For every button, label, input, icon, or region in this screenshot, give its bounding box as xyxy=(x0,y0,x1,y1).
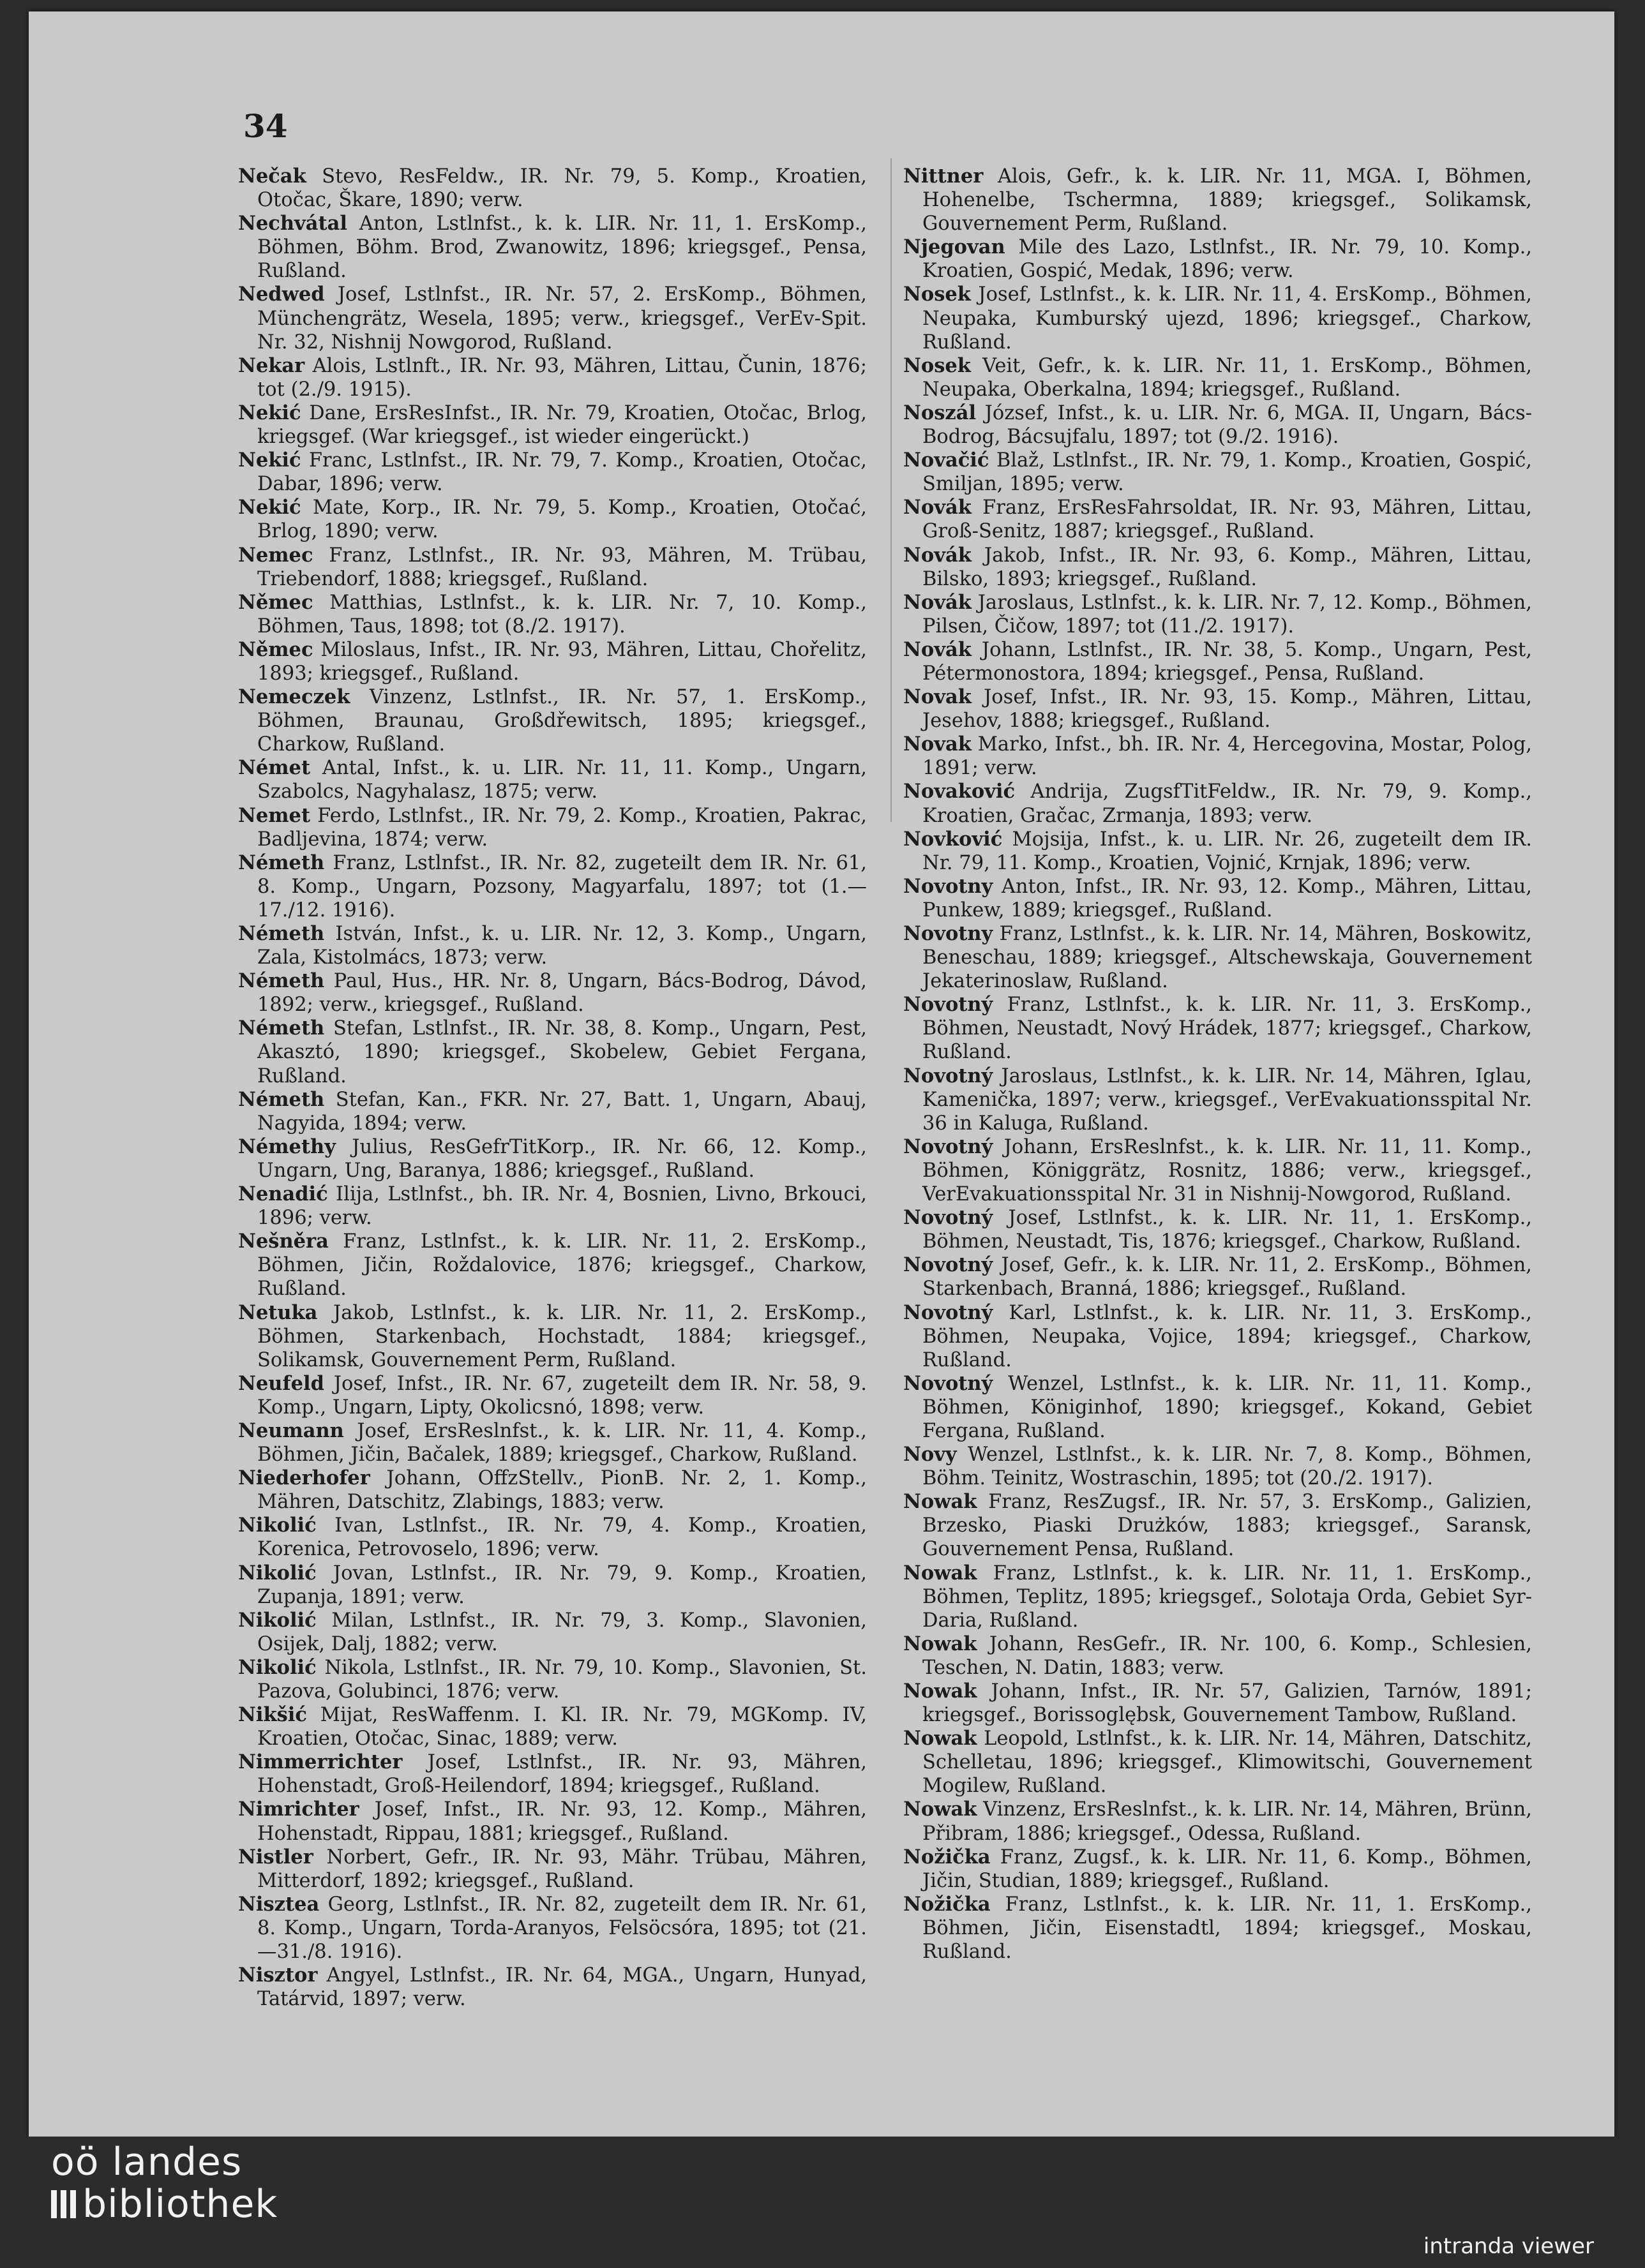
entry-details: Anton, Infst., IR. Nr. 93, 12. Komp., Mähren, Littau, Punkew, 1889; kriegsgef., Rußland. xyxy=(922,875,1532,921)
register-entry xyxy=(903,354,1532,401)
entry-details: Alois, Gefr., k. k. LIR. Nr. 11, MGA. I, Böhmen, Hohenelbe, Tschermna, 1889; kriegsgef., Solikamsk, Gouvernement Perm, Rußland. xyxy=(922,165,1532,235)
register-entry xyxy=(903,165,1532,235)
entry-details: Franz, Zugsf., k. k. LIR. Nr. 11, 6. Komp., Böhmen, Jičin, Studian, 1889; kriegsgef., Rußland. xyxy=(922,1846,1532,1892)
entry-surname: Németh xyxy=(238,922,325,945)
entry-details: Julius, ResGefrTitKorp., IR. Nr. 66, 12. Komp., Ungarn, Ung, Baranya, 1886; kriegsgef., Rußland. xyxy=(257,1135,867,1182)
entry-surname: Nikolić xyxy=(238,1608,317,1632)
entry-surname: Nožička xyxy=(903,1892,991,1916)
entry-details: Josef, Infst., IR. Nr. 67, zugeteilt dem IR. Nr. 58, 9. Komp., Ungarn, Lipty, Okolicsnó, 1898; verw. xyxy=(257,1372,867,1419)
entry-surname: Nowak xyxy=(903,1680,977,1703)
entry-surname: Nosek xyxy=(903,354,971,377)
register-entry xyxy=(238,1609,867,1656)
entry-surname: Nemec xyxy=(238,543,313,567)
entry-surname: Novaković xyxy=(903,780,1016,803)
entry-surname: Němec xyxy=(238,590,313,614)
register-entry xyxy=(238,804,867,851)
entry-details: Mojsija, Infst., k. u. LIR. Nr. 26, zugeteilt dem IR. Nr. 79, 11. Komp., Kroatien, Vojnić, Krnjak, 1896; verw. xyxy=(922,828,1532,874)
entry-surname: Novotny xyxy=(903,922,993,945)
register-entry xyxy=(903,780,1532,827)
logo-bars-icon xyxy=(51,2190,76,2218)
entry-surname: Nosek xyxy=(903,283,971,306)
document-page xyxy=(29,11,1614,2137)
entry-details: Franz, Lstlnfst., k. k. LIR. Nr. 14, Mähren, Boskowitz, Beneschau, 1889; kriegsgef., Altschewskaja, Gouvernement Jekaterinoslaw, Rußland. xyxy=(922,923,1532,993)
register-entry xyxy=(238,1750,867,1798)
entry-surname: Nimrichter xyxy=(238,1798,359,1821)
entry-surname: Nikšić xyxy=(238,1703,307,1727)
register-entry xyxy=(903,1206,1532,1253)
viewer-label: intranda viewer xyxy=(1423,2234,1594,2259)
register-entry xyxy=(903,993,1532,1064)
entry-details: Johann, ResGefr., IR. Nr. 100, 6. Komp., Schlesien, Teschen, N. Datin, 1883; verw. xyxy=(922,1632,1532,1679)
entry-surname: Novák xyxy=(903,543,972,567)
entry-details: Josef, Lstlnfst., k. k. LIR. Nr. 11, 4. ErsKomp., Böhmen, Neupaka, Kumburský ujezd, 1896; kriegsgef., Charkow, Rußland. xyxy=(922,283,1532,354)
entry-surname: Nistler xyxy=(238,1845,313,1869)
register-entry xyxy=(903,283,1532,354)
entry-surname: Nekić xyxy=(238,496,301,519)
register-entry xyxy=(903,828,1532,875)
entry-details: Jaroslaus, Lstlnfst., k. k. LIR. Nr. 7, 12. Komp., Böhmen, Pilsen, Čičow, 1897; tot (11./2. 1917). xyxy=(922,591,1532,638)
entry-surname: Nešněra xyxy=(238,1230,329,1253)
entry-surname: Novák xyxy=(903,590,972,614)
entry-details: István, Infst., k. u. LIR. Nr. 12, 3. Komp., Ungarn, Zala, Kistolmács, 1873; verw. xyxy=(257,923,867,969)
entry-details: Paul, Hus., HR. Nr. 8, Ungarn, Bács-Bodrog, Dávod, 1892; verw., kriegsgef., Rußland. xyxy=(257,970,867,1017)
register-entry xyxy=(903,401,1532,449)
entry-surname: Novotný xyxy=(903,1206,993,1230)
entry-details: Leopold, Lstlnfst., k. k. LIR. Nr. 14, Mähren, Datschitz, Schelletau, 1896; kriegsgef., Klimowitschi, Gouvernement Mogilew, Rußland. xyxy=(922,1727,1532,1798)
entry-surname: Neufeld xyxy=(238,1371,324,1395)
register-entry xyxy=(238,1135,867,1182)
register-entry xyxy=(903,235,1532,283)
logo-line-2 xyxy=(51,2183,278,2225)
entry-details: Antal, Infst., k. u. LIR. Nr. 11, 11. Komp., Ungarn, Szabolcs, Nagyhalasz, 1875; verw. xyxy=(257,757,867,803)
entry-surname: Novotný xyxy=(903,1301,993,1324)
entry-details: Jakob, Infst., IR. Nr. 93, 6. Komp., Mähren, Littau, Bilsko, 1893; kriegsgef., Rußland. xyxy=(922,544,1532,590)
entry-details: Marko, Infst., bh. IR. Nr. 4, Hercegovina, Mostar, Polog, 1891; verw. xyxy=(922,733,1532,780)
entry-details: Stefan, Lstlnfst., IR. Nr. 38, 8. Komp., Ungarn, Pest, Akasztó, 1890; kriegsgef., Skobelew, Gebiet Fergana, Rußland. xyxy=(257,1017,867,1087)
register-entry xyxy=(238,544,867,591)
entry-details: Stefan, Kan., FKR. Nr. 27, Batt. 1, Ungarn, Abauj, Nagyida, 1894; verw. xyxy=(257,1088,867,1135)
entry-surname: Nowak xyxy=(903,1727,977,1750)
entry-details: Franc, Lstlnfst., IR. Nr. 79, 7. Komp., Kroatien, Otočac, Dabar, 1896; verw. xyxy=(257,449,867,496)
entry-surname: Niederhofer xyxy=(238,1466,370,1490)
register-entry xyxy=(238,1798,867,1845)
entry-details: Josef, Lstlnfst., k. k. LIR. Nr. 11, 1. ErsKomp., Böhmen, Neustadt, Tis, 1876; kriegsgef., Charkow, Rußland. xyxy=(922,1207,1532,1253)
entry-surname: Novotný xyxy=(903,1064,993,1087)
entry-surname: Némethy xyxy=(238,1135,336,1158)
entry-surname: Njegovan xyxy=(903,235,1005,259)
register-entry xyxy=(903,1893,1532,1964)
register-entry xyxy=(903,1372,1532,1443)
entry-details: Josef, Gefr., k. k. LIR. Nr. 11, 2. ErsKomp., Böhmen, Starkenbach, Branná, 1886; kriegsgef., Rußland. xyxy=(922,1254,1532,1301)
entry-details: Franz, Lstlnfst., IR. Nr. 93, Mähren, M. Trübau, Triebendorf, 1888; kriegsgef., Rußland. xyxy=(257,544,867,590)
entry-surname: Nedwed xyxy=(238,283,325,306)
register-entry xyxy=(903,1680,1532,1727)
entry-surname: Netuka xyxy=(238,1301,318,1324)
entry-details: Andrija, ZugsfTitFeldw., IR. Nr. 79, 9. Komp., Kroatien, Gračac, Zrmanja, 1893; verw. xyxy=(922,780,1532,827)
register-entry xyxy=(238,1846,867,1893)
page-number: 34 xyxy=(243,107,288,145)
register-entry xyxy=(238,1182,867,1230)
entry-details: Matthias, Lstlnfst., k. k. LIR. Nr. 7, 10. Komp., Böhmen, Taus, 1898; tot (8./2. 1917). xyxy=(257,591,867,638)
entry-details: Karl, Lstlnfst., k. k. LIR. Nr. 11, 3. ErsKomp., Böhmen, Neupaka, Vojice, 1894; kriegsgef., Charkow, Rußland. xyxy=(922,1301,1532,1371)
entry-surname: Nechvátal xyxy=(238,212,347,235)
entry-details: Ivan, Lstlnfst., IR. Nr. 79, 4. Komp., Kroatien, Korenica, Petrovoselo, 1896; verw. xyxy=(257,1514,867,1561)
entry-surname: Nisztea xyxy=(238,1892,320,1916)
register-entry xyxy=(238,401,867,449)
register-entry xyxy=(238,1562,867,1609)
entry-details: Josef, Lstlnfst., IR. Nr. 57, 2. ErsKomp., Böhmen, Münchengrätz, Wesela, 1895; verw., kriegsgef., VerEv-Spit. Nr. 32, Nishnij Nowgorod, Rußland. xyxy=(257,283,867,354)
register-entry xyxy=(238,449,867,496)
entry-surname: Novotný xyxy=(903,1253,993,1277)
logo-line-1: oö landes xyxy=(51,2140,243,2184)
entry-details: Jovan, Lstlnfst., IR. Nr. 79, 9. Komp., Kroatien, Zupanja, 1891; verw. xyxy=(257,1562,867,1608)
register-entry xyxy=(903,1798,1532,1845)
entry-surname: Nečak xyxy=(238,165,306,188)
entry-surname: Nikolić xyxy=(238,1655,317,1679)
register-entry xyxy=(903,1253,1532,1301)
register-entry xyxy=(903,922,1532,993)
register-entry xyxy=(238,1017,867,1087)
register-entry xyxy=(238,496,867,543)
register-entry xyxy=(238,1301,867,1372)
entry-surname: Němec xyxy=(238,638,313,661)
entry-details: Franz, ErsResFahrsoldat, IR. Nr. 93, Mähren, Littau, Groß-Senitz, 1887; kriegsgef., Rußland. xyxy=(922,496,1532,543)
register-entry xyxy=(238,1703,867,1750)
register-entry xyxy=(903,1135,1532,1206)
entry-surname: Novotný xyxy=(903,993,993,1017)
register-entry xyxy=(238,756,867,803)
entry-details: Nikola, Lstlnfst., IR. Nr. 79, 10. Komp., Slavonien, St. Pazova, Golubinci, 1876; verw. xyxy=(257,1656,867,1703)
entry-details: Franz, Lstlnfst., k. k. LIR. Nr. 11, 1. ErsKomp., Böhmen, Jičin, Eisenstadtl, 1894; kriegsgef., Moskau, Rußland. xyxy=(922,1893,1532,1964)
entry-details: Josef, Infst., IR. Nr. 93, 15. Komp., Mähren, Littau, Jesehov, 1888; kriegsgef., Rußland. xyxy=(922,686,1532,733)
entry-surname: Novák xyxy=(903,638,972,661)
register-entry xyxy=(903,1301,1532,1372)
entry-surname: Nowak xyxy=(903,1632,977,1655)
entry-surname: Németh xyxy=(238,1087,325,1111)
entry-surname: Novković xyxy=(903,827,1003,851)
entry-details: Franz, Lstlnfst., k. k. LIR. Nr. 11, 3. ErsKomp., Böhmen, Neustadt, Nový Hrádek, 1877; kriegsgef., Charkow, Rußland. xyxy=(922,994,1532,1064)
library-logo[interactable] xyxy=(51,2141,278,2225)
entry-surname: Novotny xyxy=(903,874,993,898)
register-entry xyxy=(903,1562,1532,1632)
register-entry xyxy=(238,969,867,1017)
register-entry xyxy=(903,638,1532,685)
entry-surname: Novy xyxy=(903,1443,957,1466)
register-entry xyxy=(903,449,1532,496)
entry-details: Franz, Lstlnfst., k. k. LIR. Nr. 11, 2. ErsKomp., Böhmen, Jičin, Roždalovice, 1876; kriegsgef., Charkow, Rußland. xyxy=(257,1230,867,1301)
entry-surname: Nekić xyxy=(238,449,301,472)
entry-surname: Novotný xyxy=(903,1135,993,1158)
entry-surname: Német xyxy=(238,756,311,780)
entry-details: Blaž, Lstlnfst., IR. Nr. 79, 1. Komp., Kroatien, Gospić, Smiljan, 1895; verw. xyxy=(922,449,1532,496)
entry-surname: Németh xyxy=(238,1017,325,1040)
entry-surname: Nožička xyxy=(903,1845,991,1869)
register-entry xyxy=(903,1846,1532,1893)
entry-details: Josef, Lstlnfst., IR. Nr. 93, Mähren, Hohenstadt, Groß-Heilendorf, 1894; kriegsgef., Rußland. xyxy=(257,1751,867,1798)
register-entry xyxy=(238,1466,867,1514)
column-divider xyxy=(890,158,892,822)
entry-details: Dane, ErsResInfst., IR. Nr. 79, Kroatien, Otočac, Brlog, kriegsgef. (War kriegsgef., ist wieder eingerückt.) xyxy=(257,401,867,449)
register-entry xyxy=(903,544,1532,591)
entry-surname: Noszál xyxy=(903,401,977,424)
entry-details: Alois, Lstlnft., IR. Nr. 93, Mähren, Littau, Čunin, 1876; tot (2./9. 1915). xyxy=(257,354,867,401)
entry-surname: Nisztor xyxy=(238,1964,318,1987)
entry-surname: Novak xyxy=(903,685,972,709)
entry-details: Norbert, Gefr., IR. Nr. 93, Mähr. Trübau, Mähren, Mitterdorf, 1892; kriegsgef., Rußland. xyxy=(257,1846,867,1892)
register-entry xyxy=(238,1088,867,1135)
entry-details: Ferdo, Lstlnfst., IR. Nr. 79, 2. Komp., Kroatien, Pakrac, Badljevina, 1874; verw. xyxy=(257,804,867,851)
logo-line-2-text: bibliothek xyxy=(82,2182,278,2227)
entry-surname: Nekić xyxy=(238,401,301,424)
entry-details: Ilija, Lstlnfst., bh. IR. Nr. 4, Bosnien, Livno, Brkouci, 1896; verw. xyxy=(257,1183,867,1230)
entry-details: Jakob, Lstlnfst., k. k. LIR. Nr. 11, 2. ErsKomp., Böhmen, Starkenbach, Hochstadt, 1884; kriegsgef., Solikamsk, Gouvernement Perm, Rußland. xyxy=(257,1301,867,1371)
entry-surname: Novačić xyxy=(903,449,989,472)
entry-surname: Nowak xyxy=(903,1490,977,1514)
register-entry xyxy=(238,1514,867,1561)
register-entry xyxy=(903,1064,1532,1135)
entry-details: Josef, ErsReslnfst., k. k. LIR. Nr. 11, 4. Komp., Böhmen, Jičin, Bačalek, 1889; kriegsgef., Charkow, Rußland. xyxy=(257,1419,867,1466)
register-entry xyxy=(238,354,867,401)
register-entry xyxy=(238,1964,867,2011)
register-entry xyxy=(238,212,867,283)
left-column xyxy=(238,165,867,2011)
entry-details: József, Infst., k. u. LIR. Nr. 6, MGA. II, Ungarn, Bács-Bodrog, Bácsujfalu, 1897; tot (9./2. 1916). xyxy=(922,401,1532,449)
register-entry xyxy=(903,1727,1532,1798)
register-entry xyxy=(238,1656,867,1703)
entry-surname: Nekar xyxy=(238,354,305,377)
entry-details: Jaroslaus, Lstlnfst., k. k. LIR. Nr. 14, Mähren, Iglau, Kamenička, 1897; verw., kriegsgef., VerEvakuationsspital Nr. 36 in Kaluga, Rußland. xyxy=(922,1064,1532,1135)
register-entry xyxy=(238,638,867,685)
entry-details: Johann, Infst., IR. Nr. 57, Galizien, Tarnów, 1891; kriegsgef., Borissoglębsk, Gouvernement Tambow, Rußland. xyxy=(922,1680,1532,1727)
entry-surname: Nemet xyxy=(238,803,311,827)
entry-details: Milan, Lstlnfst., IR. Nr. 79, 3. Komp., Slavonien, Osijek, Dalj, 1882; verw. xyxy=(257,1609,867,1655)
entry-details: Wenzel, Lstlnfst., k. k. LIR. Nr. 11, 11. Komp., Böhmen, Königinhof, 1890; kriegsgef., Kokand, Gebiet Fergana, Rußland. xyxy=(922,1372,1532,1442)
entry-surname: Németh xyxy=(238,851,325,874)
entry-details: Anton, Lstlnfst., k. k. LIR. Nr. 11, 1. ErsKomp., Böhmen, Böhm. Brod, Zwanowitz, 1896; kriegsgef., Pensa, Rußland. xyxy=(257,213,867,283)
register-entry xyxy=(903,875,1532,922)
entry-details: Johann, Lstlnfst., IR. Nr. 38, 5. Komp., Ungarn, Pest, Pétermonostora, 1894; kriegsgef., Pensa, Rußland. xyxy=(922,638,1532,685)
register-entry xyxy=(238,283,867,354)
entry-details: Miloslaus, Infst., IR. Nr. 93, Mähren, Littau, Chořelitz, 1893; kriegsgef., Rußland. xyxy=(257,638,867,685)
register-entry xyxy=(903,685,1532,733)
entry-surname: Nittner xyxy=(903,165,984,188)
register-entry xyxy=(238,1372,867,1419)
entry-surname: Nikolić xyxy=(238,1514,317,1537)
entry-surname: Németh xyxy=(238,969,325,993)
entry-surname: Neumann xyxy=(238,1419,344,1442)
register-entry xyxy=(238,591,867,638)
entry-surname: Novak xyxy=(903,733,972,756)
entry-details: Veit, Gefr., k. k. LIR. Nr. 11, 1. ErsKomp., Böhmen, Neupaka, Oberkalna, 1894; kriegsgef., Rußland. xyxy=(922,354,1532,401)
entry-details: Franz, Lstlnfst., IR. Nr. 82, zugeteilt dem IR. Nr. 61, 8. Komp., Ungarn, Pozsony, Magyarfalu, 1897; tot (1.—17./12. 1916). xyxy=(257,851,867,921)
register-entry xyxy=(903,1632,1532,1680)
register-entry xyxy=(238,1893,867,1964)
entry-details: Mate, Korp., IR. Nr. 79, 5. Komp., Kroatien, Otočać, Brlog, 1890; verw. xyxy=(257,496,867,543)
entry-details: Josef, Infst., IR. Nr. 93, 12. Komp., Mähren, Hohenstadt, Rippau, 1881; kriegsgef., Rußland. xyxy=(257,1798,867,1845)
entry-details: Vinzenz, ErsReslnfst., k. k. LIR. Nr. 14, Mähren, Brünn, Přibram, 1886; kriegsgef., Odessa, Rußland. xyxy=(922,1798,1532,1845)
entry-details: Angyel, Lstlnfst., IR. Nr. 64, MGA., Ungarn, Hunyad, Tatárvid, 1897; verw. xyxy=(257,1964,867,2011)
entry-surname: Nowak xyxy=(903,1561,977,1585)
right-column xyxy=(903,165,1532,1964)
register-entry xyxy=(903,1443,1532,1490)
entry-details: Franz, Lstlnfst., k. k. LIR. Nr. 11, 1. ErsKomp., Böhmen, Teplitz, 1895; kriegsgef., Solotaja Orda, Gebiet Syr-Daria, Rußland. xyxy=(922,1562,1532,1632)
register-entry xyxy=(238,922,867,969)
register-entry xyxy=(238,165,867,212)
entry-details: Franz, ResZugsf., IR. Nr. 57, 3. ErsKomp., Galizien, Brzesko, Piaski Drużków, 1883; kriegsgef., Saransk, Gouvernement Pensa, Rußland. xyxy=(922,1491,1532,1561)
register-entry xyxy=(238,851,867,922)
entry-surname: Nemeczek xyxy=(238,685,350,709)
register-entry xyxy=(238,685,867,756)
entry-surname: Nikolić xyxy=(238,1561,317,1585)
entry-surname: Nowak xyxy=(903,1798,977,1821)
register-entry xyxy=(903,733,1532,780)
entry-details: Vinzenz, Lstlnfst., IR. Nr. 57, 1. ErsKomp., Böhmen, Braunau, Großdřewitsch, 1895; kriegsgef., Charkow, Rußland. xyxy=(257,686,867,756)
entry-surname: Novák xyxy=(903,496,972,519)
entry-details: Mijat, ResWaffenm. I. Kl. IR. Nr. 79, MGKomp. IV, Kroatien, Otočac, Sinac, 1889; verw. xyxy=(257,1704,867,1750)
entry-details: Johann, ErsReslnfst., k. k. LIR. Nr. 11, 11. Komp., Böhmen, Königgrätz, Rosnitz, 1886; verw., kriegsgef., VerEvakuationsspital Nr. 31 in Nishnij-Nowgorod, Rußland. xyxy=(922,1135,1532,1206)
entry-surname: Nimmerrichter xyxy=(238,1750,403,1774)
entry-details: Georg, Lstlnfst., IR. Nr. 82, zugeteilt dem IR. Nr. 61, 8. Komp., Ungarn, Torda-Aranyos, Felsöcsóra, 1895; tot (21.—31./8. 1916). xyxy=(257,1893,867,1964)
entry-details: Wenzel, Lstlnfst., k. k. LIR. Nr. 7, 8. Komp., Böhmen, Böhm. Teinitz, Wostraschin, 1895; tot (20./2. 1917). xyxy=(922,1444,1532,1490)
register-entry xyxy=(903,1490,1532,1561)
register-entry xyxy=(903,591,1532,638)
entry-surname: Novotný xyxy=(903,1371,993,1395)
register-entry xyxy=(903,496,1532,543)
entry-details: Stevo, ResFeldw., IR. Nr. 79, 5. Komp., Kroatien, Otočac, Škare, 1890; verw. xyxy=(257,165,867,212)
entry-details: Johann, OffzStellv., PionB. Nr. 2, 1. Komp., Mähren, Datschitz, Zlabings, 1883; verw. xyxy=(257,1467,867,1514)
register-entry xyxy=(238,1230,867,1301)
entry-surname: Nenadić xyxy=(238,1182,328,1206)
entry-details: Mile des Lazo, Lstlnfst., IR. Nr. 79, 10. Komp., Kroatien, Gospić, Medak, 1896; verw. xyxy=(922,236,1532,283)
register-entry xyxy=(238,1419,867,1466)
